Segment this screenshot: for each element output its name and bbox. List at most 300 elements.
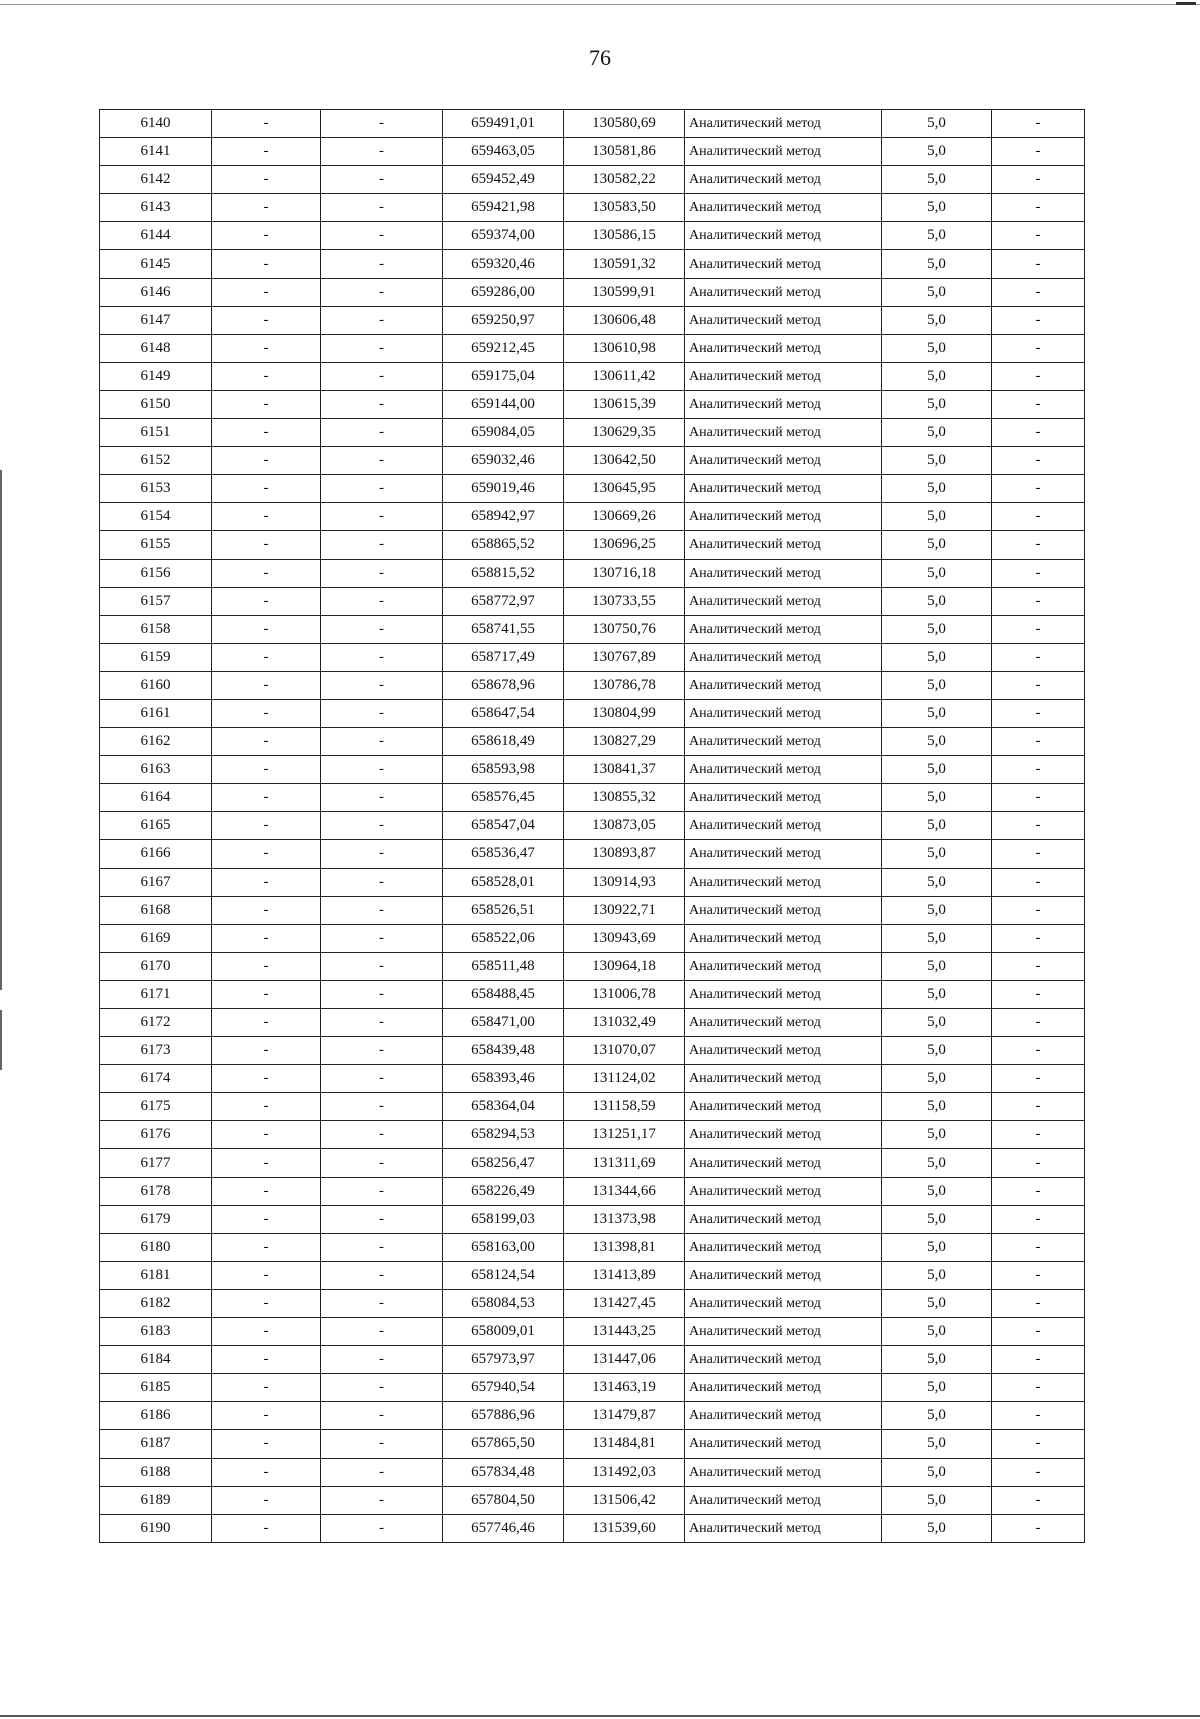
note-cell: - — [992, 840, 1085, 868]
point-number-cell: 6166 — [100, 840, 212, 868]
x-coordinate-cell: 657746,46 — [443, 1514, 564, 1542]
y-coordinate-cell: 131506,42 — [564, 1486, 685, 1514]
note-cell: - — [992, 194, 1085, 222]
empty-y-cell: - — [321, 1374, 443, 1402]
accuracy-cell: 5,0 — [882, 1009, 992, 1037]
table-row — [100, 812, 1085, 840]
empty-x-cell: - — [212, 728, 321, 756]
y-coordinate-cell: 131398,81 — [564, 1233, 685, 1261]
table-row — [100, 643, 1085, 671]
note-cell: - — [992, 559, 1085, 587]
x-coordinate-cell: 657834,48 — [443, 1458, 564, 1486]
point-number-cell: 6153 — [100, 475, 212, 503]
empty-x-cell: - — [212, 138, 321, 166]
y-coordinate-cell: 130599,91 — [564, 278, 685, 306]
x-coordinate-cell: 658488,45 — [443, 980, 564, 1008]
point-number-cell: 6173 — [100, 1037, 212, 1065]
point-number-cell: 6152 — [100, 447, 212, 475]
x-coordinate-cell: 659320,46 — [443, 250, 564, 278]
y-coordinate-cell: 130786,78 — [564, 671, 685, 699]
empty-x-cell: - — [212, 952, 321, 980]
point-number-cell: 6157 — [100, 587, 212, 615]
scan-edge-left — [0, 470, 2, 990]
accuracy-cell: 5,0 — [882, 1093, 992, 1121]
table-row — [100, 952, 1085, 980]
point-number-cell: 6167 — [100, 868, 212, 896]
accuracy-cell: 5,0 — [882, 840, 992, 868]
x-coordinate-cell: 659175,04 — [443, 362, 564, 390]
empty-y-cell: - — [321, 1261, 443, 1289]
point-number-cell: 6181 — [100, 1261, 212, 1289]
accuracy-cell: 5,0 — [882, 1486, 992, 1514]
point-number-cell: 6140 — [100, 110, 212, 138]
note-cell: - — [992, 756, 1085, 784]
table-row — [100, 1289, 1085, 1317]
y-coordinate-cell: 130716,18 — [564, 559, 685, 587]
accuracy-cell: 5,0 — [882, 1402, 992, 1430]
note-cell: - — [992, 1289, 1085, 1317]
x-coordinate-cell: 659032,46 — [443, 447, 564, 475]
empty-x-cell: - — [212, 306, 321, 334]
y-coordinate-cell: 130645,95 — [564, 475, 685, 503]
empty-y-cell: - — [321, 250, 443, 278]
y-coordinate-cell: 131373,98 — [564, 1205, 685, 1233]
accuracy-cell: 5,0 — [882, 615, 992, 643]
x-coordinate-cell: 658536,47 — [443, 840, 564, 868]
table-row — [100, 699, 1085, 727]
point-number-cell: 6148 — [100, 334, 212, 362]
empty-x-cell: - — [212, 924, 321, 952]
y-coordinate-cell: 130642,50 — [564, 447, 685, 475]
point-number-cell: 6155 — [100, 531, 212, 559]
x-coordinate-cell: 659019,46 — [443, 475, 564, 503]
point-number-cell: 6168 — [100, 896, 212, 924]
empty-y-cell: - — [321, 447, 443, 475]
empty-y-cell: - — [321, 110, 443, 138]
x-coordinate-cell: 658163,00 — [443, 1233, 564, 1261]
table-row — [100, 1233, 1085, 1261]
point-number-cell: 6149 — [100, 362, 212, 390]
table-row — [100, 390, 1085, 418]
accuracy-cell: 5,0 — [882, 1458, 992, 1486]
x-coordinate-cell: 659374,00 — [443, 222, 564, 250]
note-cell: - — [992, 138, 1085, 166]
method-cell: Аналитический метод — [685, 447, 882, 475]
accuracy-cell: 5,0 — [882, 250, 992, 278]
method-cell: Аналитический метод — [685, 559, 882, 587]
empty-x-cell: - — [212, 110, 321, 138]
y-coordinate-cell: 131032,49 — [564, 1009, 685, 1037]
point-number-cell: 6163 — [100, 756, 212, 784]
empty-y-cell: - — [321, 222, 443, 250]
note-cell: - — [992, 250, 1085, 278]
accuracy-cell: 5,0 — [882, 784, 992, 812]
empty-y-cell: - — [321, 1149, 443, 1177]
y-coordinate-cell: 131463,19 — [564, 1374, 685, 1402]
accuracy-cell: 5,0 — [882, 1037, 992, 1065]
accuracy-cell: 5,0 — [882, 812, 992, 840]
point-number-cell: 6144 — [100, 222, 212, 250]
empty-x-cell: - — [212, 1065, 321, 1093]
point-number-cell: 6174 — [100, 1065, 212, 1093]
y-coordinate-cell: 130893,87 — [564, 840, 685, 868]
x-coordinate-cell: 658741,55 — [443, 615, 564, 643]
y-coordinate-cell: 130767,89 — [564, 643, 685, 671]
accuracy-cell: 5,0 — [882, 362, 992, 390]
method-cell: Аналитический метод — [685, 1205, 882, 1233]
point-number-cell: 6162 — [100, 728, 212, 756]
x-coordinate-cell: 658678,96 — [443, 671, 564, 699]
empty-y-cell: - — [321, 1458, 443, 1486]
y-coordinate-cell: 130580,69 — [564, 110, 685, 138]
y-coordinate-cell: 131344,66 — [564, 1177, 685, 1205]
accuracy-cell: 5,0 — [882, 587, 992, 615]
scan-edge-top — [0, 4, 1200, 5]
table-row — [100, 1121, 1085, 1149]
empty-x-cell: - — [212, 362, 321, 390]
note-cell: - — [992, 980, 1085, 1008]
point-number-cell: 6185 — [100, 1374, 212, 1402]
note-cell: - — [992, 419, 1085, 447]
empty-x-cell: - — [212, 390, 321, 418]
empty-y-cell: - — [321, 1233, 443, 1261]
empty-x-cell: - — [212, 1486, 321, 1514]
point-number-cell: 6154 — [100, 503, 212, 531]
method-cell: Аналитический метод — [685, 784, 882, 812]
y-coordinate-cell: 131484,81 — [564, 1430, 685, 1458]
accuracy-cell: 5,0 — [882, 643, 992, 671]
empty-x-cell: - — [212, 1149, 321, 1177]
table-row — [100, 615, 1085, 643]
empty-y-cell: - — [321, 699, 443, 727]
accuracy-cell: 5,0 — [882, 952, 992, 980]
note-cell: - — [992, 1009, 1085, 1037]
point-number-cell: 6145 — [100, 250, 212, 278]
x-coordinate-cell: 659212,45 — [443, 334, 564, 362]
method-cell: Аналитический метод — [685, 334, 882, 362]
y-coordinate-cell: 130591,32 — [564, 250, 685, 278]
y-coordinate-cell: 131070,07 — [564, 1037, 685, 1065]
table-row — [100, 250, 1085, 278]
accuracy-cell: 5,0 — [882, 699, 992, 727]
x-coordinate-cell: 658364,04 — [443, 1093, 564, 1121]
accuracy-cell: 5,0 — [882, 1205, 992, 1233]
table-row — [100, 896, 1085, 924]
method-cell: Аналитический метод — [685, 643, 882, 671]
accuracy-cell: 5,0 — [882, 756, 992, 784]
point-number-cell: 6143 — [100, 194, 212, 222]
point-number-cell: 6147 — [100, 306, 212, 334]
note-cell: - — [992, 110, 1085, 138]
note-cell: - — [992, 1514, 1085, 1542]
empty-y-cell: - — [321, 840, 443, 868]
empty-y-cell: - — [321, 1402, 443, 1430]
empty-y-cell: - — [321, 1065, 443, 1093]
method-cell: Аналитический метод — [685, 1065, 882, 1093]
table-row — [100, 587, 1085, 615]
empty-y-cell: - — [321, 1346, 443, 1374]
empty-y-cell: - — [321, 1486, 443, 1514]
table-row — [100, 1486, 1085, 1514]
table-row — [100, 306, 1085, 334]
note-cell: - — [992, 334, 1085, 362]
point-number-cell: 6161 — [100, 699, 212, 727]
method-cell: Аналитический метод — [685, 699, 882, 727]
table-row — [100, 194, 1085, 222]
accuracy-cell: 5,0 — [882, 671, 992, 699]
x-coordinate-cell: 659463,05 — [443, 138, 564, 166]
accuracy-cell: 5,0 — [882, 278, 992, 306]
x-coordinate-cell: 659250,97 — [443, 306, 564, 334]
y-coordinate-cell: 130922,71 — [564, 896, 685, 924]
x-coordinate-cell: 658942,97 — [443, 503, 564, 531]
note-cell: - — [992, 1402, 1085, 1430]
empty-y-cell: - — [321, 475, 443, 503]
empty-x-cell: - — [212, 194, 321, 222]
empty-y-cell: - — [321, 306, 443, 334]
x-coordinate-cell: 658009,01 — [443, 1318, 564, 1346]
y-coordinate-cell: 130586,15 — [564, 222, 685, 250]
method-cell: Аналитический метод — [685, 728, 882, 756]
method-cell: Аналитический метод — [685, 138, 882, 166]
empty-x-cell: - — [212, 1009, 321, 1037]
empty-x-cell: - — [212, 1037, 321, 1065]
method-cell: Аналитический метод — [685, 194, 882, 222]
empty-y-cell: - — [321, 896, 443, 924]
method-cell: Аналитический метод — [685, 1402, 882, 1430]
table-row — [100, 475, 1085, 503]
note-cell: - — [992, 952, 1085, 980]
point-number-cell: 6183 — [100, 1318, 212, 1346]
accuracy-cell: 5,0 — [882, 896, 992, 924]
y-coordinate-cell: 131311,69 — [564, 1149, 685, 1177]
accuracy-cell: 5,0 — [882, 1149, 992, 1177]
x-coordinate-cell: 659421,98 — [443, 194, 564, 222]
accuracy-cell: 5,0 — [882, 1514, 992, 1542]
note-cell: - — [992, 1093, 1085, 1121]
note-cell: - — [992, 278, 1085, 306]
empty-x-cell: - — [212, 699, 321, 727]
accuracy-cell: 5,0 — [882, 559, 992, 587]
table-body — [100, 110, 1085, 1543]
note-cell: - — [992, 1037, 1085, 1065]
x-coordinate-cell: 658865,52 — [443, 531, 564, 559]
table-row — [100, 1374, 1085, 1402]
note-cell: - — [992, 362, 1085, 390]
y-coordinate-cell: 130804,99 — [564, 699, 685, 727]
method-cell: Аналитический метод — [685, 1514, 882, 1542]
empty-x-cell: - — [212, 643, 321, 671]
accuracy-cell: 5,0 — [882, 306, 992, 334]
x-coordinate-cell: 659452,49 — [443, 166, 564, 194]
table-row — [100, 419, 1085, 447]
method-cell: Аналитический метод — [685, 250, 882, 278]
scan-mark — [1176, 2, 1196, 5]
x-coordinate-cell: 658526,51 — [443, 896, 564, 924]
table-row — [100, 1458, 1085, 1486]
method-cell: Аналитический метод — [685, 222, 882, 250]
empty-x-cell: - — [212, 1458, 321, 1486]
method-cell: Аналитический метод — [685, 1374, 882, 1402]
y-coordinate-cell: 130583,50 — [564, 194, 685, 222]
x-coordinate-cell: 658547,04 — [443, 812, 564, 840]
point-number-cell: 6158 — [100, 615, 212, 643]
empty-x-cell: - — [212, 334, 321, 362]
y-coordinate-cell: 130841,37 — [564, 756, 685, 784]
note-cell: - — [992, 699, 1085, 727]
note-cell: - — [992, 643, 1085, 671]
accuracy-cell: 5,0 — [882, 222, 992, 250]
point-number-cell: 6159 — [100, 643, 212, 671]
method-cell: Аналитический метод — [685, 306, 882, 334]
empty-y-cell: - — [321, 194, 443, 222]
note-cell: - — [992, 1374, 1085, 1402]
note-cell: - — [992, 868, 1085, 896]
scan-edge-left — [0, 1010, 2, 1070]
method-cell: Аналитический метод — [685, 166, 882, 194]
y-coordinate-cell: 130582,22 — [564, 166, 685, 194]
empty-x-cell: - — [212, 1514, 321, 1542]
accuracy-cell: 5,0 — [882, 138, 992, 166]
table-row — [100, 447, 1085, 475]
note-cell: - — [992, 784, 1085, 812]
empty-y-cell: - — [321, 138, 443, 166]
method-cell: Аналитический метод — [685, 419, 882, 447]
empty-y-cell: - — [321, 952, 443, 980]
x-coordinate-cell: 658717,49 — [443, 643, 564, 671]
accuracy-cell: 5,0 — [882, 924, 992, 952]
empty-x-cell: - — [212, 615, 321, 643]
y-coordinate-cell: 130873,05 — [564, 812, 685, 840]
point-number-cell: 6175 — [100, 1093, 212, 1121]
note-cell: - — [992, 728, 1085, 756]
point-number-cell: 6178 — [100, 1177, 212, 1205]
point-number-cell: 6180 — [100, 1233, 212, 1261]
x-coordinate-cell: 658528,01 — [443, 868, 564, 896]
empty-x-cell: - — [212, 1374, 321, 1402]
point-number-cell: 6164 — [100, 784, 212, 812]
empty-x-cell: - — [212, 896, 321, 924]
x-coordinate-cell: 658256,47 — [443, 1149, 564, 1177]
method-cell: Аналитический метод — [685, 1346, 882, 1374]
empty-x-cell: - — [212, 1177, 321, 1205]
empty-x-cell: - — [212, 531, 321, 559]
note-cell: - — [992, 1065, 1085, 1093]
point-number-cell: 6160 — [100, 671, 212, 699]
note-cell: - — [992, 896, 1085, 924]
y-coordinate-cell: 130581,86 — [564, 138, 685, 166]
accuracy-cell: 5,0 — [882, 1065, 992, 1093]
x-coordinate-cell: 658618,49 — [443, 728, 564, 756]
x-coordinate-cell: 659144,00 — [443, 390, 564, 418]
y-coordinate-cell: 131158,59 — [564, 1093, 685, 1121]
note-cell: - — [992, 1149, 1085, 1177]
table-row — [100, 1093, 1085, 1121]
empty-y-cell: - — [321, 1289, 443, 1317]
note-cell: - — [992, 222, 1085, 250]
method-cell: Аналитический метод — [685, 390, 882, 418]
y-coordinate-cell: 131427,45 — [564, 1289, 685, 1317]
empty-x-cell: - — [212, 671, 321, 699]
point-number-cell: 6190 — [100, 1514, 212, 1542]
method-cell: Аналитический метод — [685, 840, 882, 868]
empty-y-cell: - — [321, 166, 443, 194]
method-cell: Аналитический метод — [685, 812, 882, 840]
point-number-cell: 6176 — [100, 1121, 212, 1149]
accuracy-cell: 5,0 — [882, 1289, 992, 1317]
empty-y-cell: - — [321, 924, 443, 952]
table-row — [100, 1149, 1085, 1177]
page-number: 76 — [589, 45, 611, 70]
empty-x-cell: - — [212, 868, 321, 896]
method-cell: Аналитический метод — [685, 756, 882, 784]
accuracy-cell: 5,0 — [882, 1430, 992, 1458]
x-coordinate-cell: 659491,01 — [443, 110, 564, 138]
table-row — [100, 868, 1085, 896]
note-cell: - — [992, 1430, 1085, 1458]
table-row — [100, 1261, 1085, 1289]
method-cell: Аналитический метод — [685, 1009, 882, 1037]
method-cell: Аналитический метод — [685, 1261, 882, 1289]
x-coordinate-cell: 658124,54 — [443, 1261, 564, 1289]
accuracy-cell: 5,0 — [882, 334, 992, 362]
x-coordinate-cell: 657804,50 — [443, 1486, 564, 1514]
empty-x-cell: - — [212, 447, 321, 475]
point-number-cell: 6189 — [100, 1486, 212, 1514]
empty-x-cell: - — [212, 784, 321, 812]
empty-y-cell: - — [321, 390, 443, 418]
y-coordinate-cell: 130827,29 — [564, 728, 685, 756]
table-row — [100, 1346, 1085, 1374]
method-cell: Аналитический метод — [685, 868, 882, 896]
note-cell: - — [992, 1205, 1085, 1233]
empty-x-cell: - — [212, 1261, 321, 1289]
point-number-cell: 6169 — [100, 924, 212, 952]
empty-x-cell: - — [212, 812, 321, 840]
x-coordinate-cell: 657865,50 — [443, 1430, 564, 1458]
table-row — [100, 924, 1085, 952]
empty-x-cell: - — [212, 1346, 321, 1374]
method-cell: Аналитический метод — [685, 1037, 882, 1065]
method-cell: Аналитический метод — [685, 980, 882, 1008]
note-cell: - — [992, 1458, 1085, 1486]
y-coordinate-cell: 130855,32 — [564, 784, 685, 812]
table-row — [100, 110, 1085, 138]
accuracy-cell: 5,0 — [882, 110, 992, 138]
note-cell: - — [992, 1346, 1085, 1374]
empty-y-cell: - — [321, 419, 443, 447]
y-coordinate-cell: 131413,89 — [564, 1261, 685, 1289]
table-row — [100, 756, 1085, 784]
method-cell: Аналитический метод — [685, 1289, 882, 1317]
y-coordinate-cell: 131479,87 — [564, 1402, 685, 1430]
method-cell: Аналитический метод — [685, 924, 882, 952]
table-row — [100, 1430, 1085, 1458]
empty-x-cell: - — [212, 559, 321, 587]
note-cell: - — [992, 1233, 1085, 1261]
x-coordinate-cell: 657973,97 — [443, 1346, 564, 1374]
method-cell: Аналитический метод — [685, 1486, 882, 1514]
method-cell: Аналитический метод — [685, 531, 882, 559]
accuracy-cell: 5,0 — [882, 1121, 992, 1149]
table-row — [100, 1318, 1085, 1346]
method-cell: Аналитический метод — [685, 475, 882, 503]
accuracy-cell: 5,0 — [882, 531, 992, 559]
method-cell: Аналитический метод — [685, 278, 882, 306]
empty-x-cell: - — [212, 419, 321, 447]
empty-y-cell: - — [321, 503, 443, 531]
accuracy-cell: 5,0 — [882, 1318, 992, 1346]
